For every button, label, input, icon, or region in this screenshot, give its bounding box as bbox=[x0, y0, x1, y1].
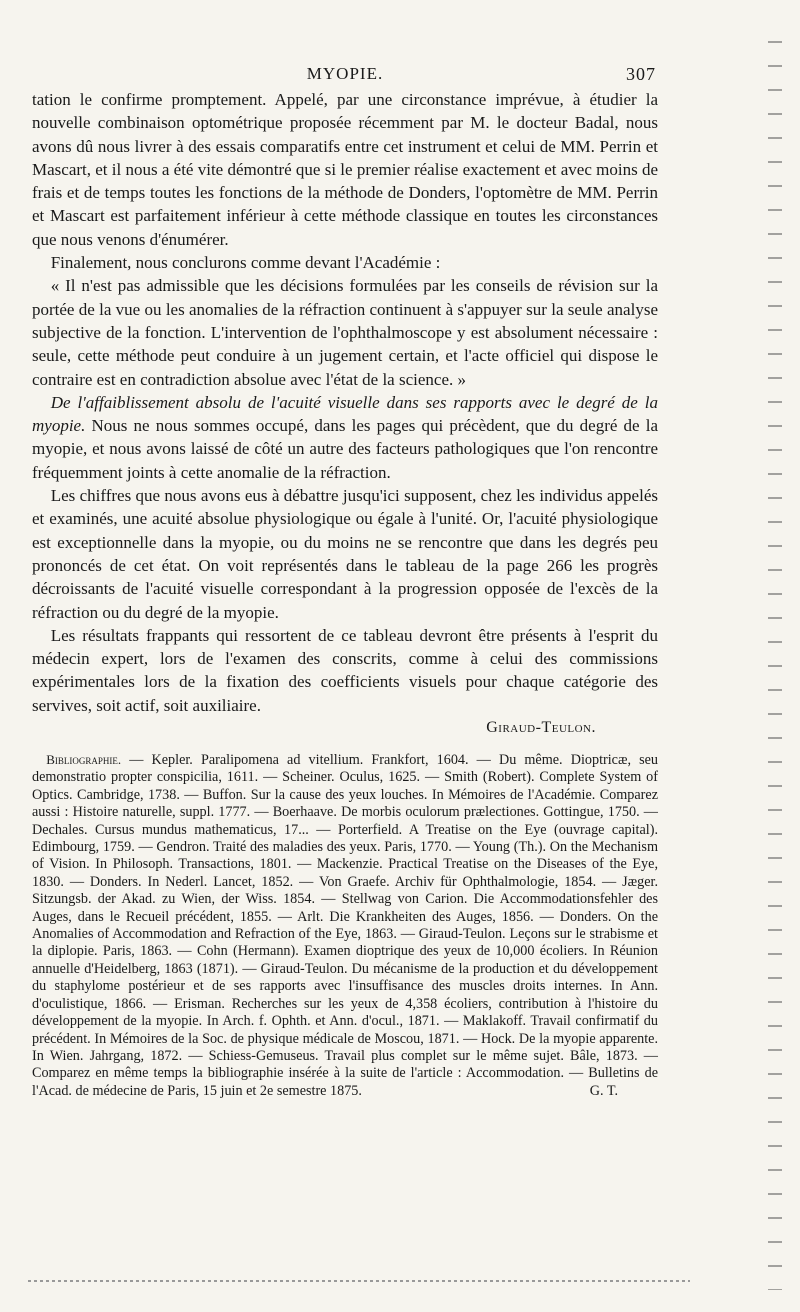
bibliography bbox=[32, 751, 658, 1100]
bibliography-initials: G. T. bbox=[589, 1082, 618, 1099]
paragraph-4 bbox=[32, 391, 658, 484]
author-signature: Giraud-Teulon. bbox=[486, 719, 596, 737]
quotation-paragraph: « Il n'est pas admissible que les décisions formulées par les conseils de révision sur la portée de la vue ou les anomalies de la réfraction continuent à s'appuyer sur la seule analyse subjective de la fonction. L'intervention de l'ophthalmoscope y est absolument nécessaire : seule, cette méthode peut conduire à un jugement certain, et l'acte officiel qui dispose le contraire est en contradiction absolue avec l'état de la science. » bbox=[32, 276, 658, 389]
running-title: MYOPIE. bbox=[306, 64, 384, 83]
page-number: 307 bbox=[626, 64, 656, 84]
paragraph-4-text: Nous ne nous sommes occupé, dans les pages qui précèdent, que du degré de la myopie, et nous avons laissé de côté un autre des facteurs pathologiques que l'on rencontre fréquemment joints à cette anomalie de la réfraction. bbox=[32, 416, 658, 482]
document-page bbox=[32, 58, 658, 1100]
bibliography-label: Bibliographie. bbox=[46, 752, 122, 768]
bibliography-paragraph bbox=[32, 751, 658, 1100]
paragraph-2: Finalement, nous conclurons comme devant l'Académie : bbox=[50, 253, 441, 273]
paragraph-6: Les résultats frappants qui ressortent de ce tableau devront être présents à l'esprit du médecin expert, lors de l'examen des conscrits, comme à celui des commissions expérimentales lors de la fixation des coefficients visuels pour chaque catégorie des servives, soit actif, soit auxiliaire. bbox=[32, 625, 658, 715]
section-heading-italic: De l'affaiblissement absolu de l'acuité visuelle dans ses rapports avec le degré de la myopie. bbox=[32, 392, 658, 436]
paragraph-5: Les chiffres que nous avons eus à débattre jusqu'ici supposent, chez les individus appelés et examinés, une acuité absolue physiologique ou égale à l'unité. Or, l'acuité physiologique est exceptionnelle dans la myopie, ou du moins ne se rencontre que dans les degrés peu prononcés de cet état. On voit représentés dans le tableau de la page 266 les progrès décroissants de l'acuité visuelle correspondant à la progression opposée de l'excès de la réfraction ou du degré de la myopie. bbox=[32, 486, 658, 622]
body-text bbox=[32, 88, 658, 717]
bottom-dotted-rule bbox=[28, 1280, 690, 1282]
bibliography-text: — Kepler. Paralipomena ad vitellium. Frankfort, 1604. — Du même. Dioptricæ, seu demonstratio propter conspicilia, 1611. — Scheiner. Oculus, 1625. — Smith (Robert). Complete System of Optics. Cambridge, 1738. — Buffon. Sur la cause des yeux louches. In Mémoires de l'Académie. Comparez aussi : Histoire naturelle, suppl. 1777. — Boerhaave. De morbis oculorum prælectiones. Gottingue, 1750. — Dechales. Cursus mundus mathematicus, 17... — Porterfield. A Treatise on the Eye (ouvrage capital). Edimbourg, 1759. — Gendron. Traité des maladies des yeux. Paris, 1770. — Young (Th.). On the Mechanism of Vision. In Philosoph. Transactions, 1801. — Mackenzie. Practical Treatise on the Diseases of the Eye, 1830. — Donders. In Nederl. Lancet, 1852. — Von Graefe. Archiv für Ophthalmologie, 1854. — Jæger. Sitzungsb. der Akad. zu Wien, der Wiss. 1854. — Stellwag von Carion. Die Accommodationsfehler des Auges, dans le Recueil précédent, 1855. — Arlt. Die Krankheiten des Auges, 1856. — Donders. On the Anomalies of Accommodation and Refraction of the Eye, 1863. — Giraud-Teulon. Leçons sur le strabisme et la diplopie. Paris, 1863. — Cohn (Hermann). Examen dioptrique des yeux de 10,000 écoliers. In Réunion annuelle d'Heidelberg, 1863 (1871). — Giraud-Teulon. Du mécanisme de la production et du développement du staphylome postérieur et de ses rapports avec l'insuffisance des muscles droits internes. In Ann. d'oculistique, 1866. — Erisman. Recherches sur les yeux de 4,358 écoliers, contribution à l'histoire du développement de la myopie. In Arch. f. Ophth. et Ann. d'ocul., 1871. — Maklakoff. Travail confirmatif du précédent. In Mémoires de la Soc. de physique médicale de Moscou, 1871. — Hock. De la myopie apparente. In Wien. Jahrgang, 1872. — Schiess-Gemuseus. Travail plus complet sur le même sujet. Bâle, 1873. — Comparez en même temps la bibliographie insérée à la suite de l'article : Accommodation. — Bulletins de l'Acad. de médecine de Paris, 15 juin et 2e semestre 1875. bbox=[32, 752, 658, 1099]
paragraph-1: tation le confirme promptement. Appelé, par une circonstance imprévue, à étudier la nouvelle combinaison optométrique proposée récemment par M. le docteur Badal, nous avons dû nous livrer à des essais comparatifs entre cet instrument et celui de MM. Perrin et Mascart, et il nous a été vite démontré que si le premier réalise exactement et avec moins de frais et de temps toutes les fonctions de la méthode de Donders, l'optomètre de MM. Perrin et Mascart est parfaitement inférieur à cette méthode classique en toutes les circonstances que nous venons d'énumérer. bbox=[32, 90, 658, 249]
page-header bbox=[32, 58, 658, 88]
margin-scan-artifact bbox=[768, 30, 782, 1290]
